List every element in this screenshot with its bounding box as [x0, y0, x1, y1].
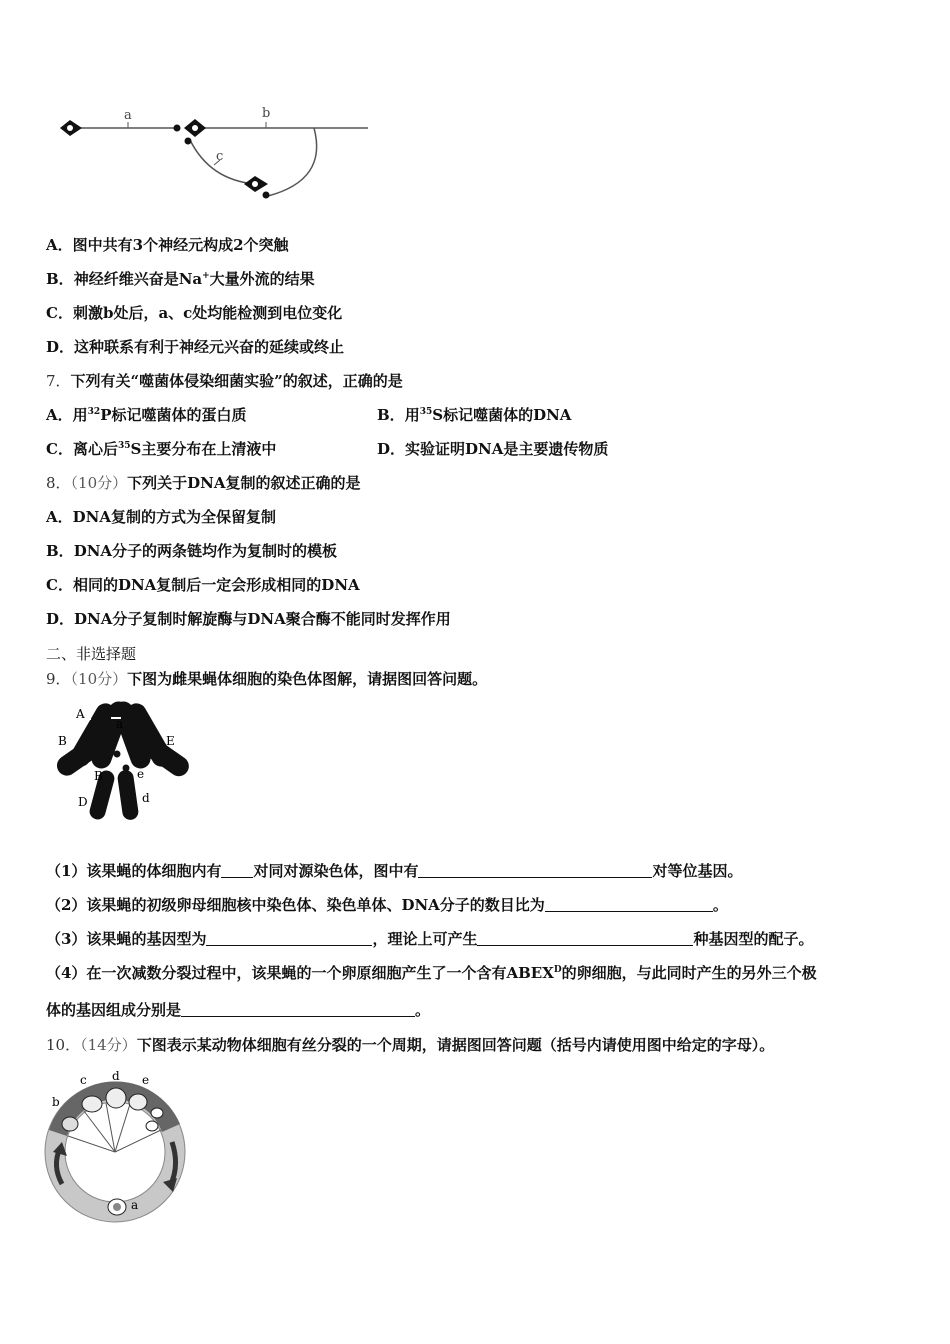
- chromo-label-B-lower: B: [94, 769, 103, 783]
- q8-option-a: A．DNA复制的方式为全保留复制: [46, 508, 276, 526]
- cycle-label-e: e: [142, 1073, 150, 1087]
- q9-sub-4-line-1: （4）在一次减数分裂过程中，该果蝇的一个卵原细胞产生了一个含有$ABEX^D$的卵细胞，与此同时产生的另外三个极: [46, 964, 817, 982]
- q8-option-d: D．DNA分子复制时解旋酶与DNA聚合酶不能同时发挥作用: [46, 610, 451, 628]
- q7-stem: 7．下列有关“噬菌体侵染细菌实验”的叙述，正确的是: [46, 372, 403, 390]
- chromo-label-E: E: [166, 734, 175, 748]
- chromo-label-e: e: [137, 767, 145, 781]
- chromo-label-A: A: [76, 707, 85, 721]
- cycle-label-b: b: [52, 1095, 60, 1109]
- q9-blank-genotype[interactable]: [206, 930, 372, 946]
- q9-blank-ratio[interactable]: [545, 896, 713, 912]
- q10-stem: 10．（14分）下图表示某动物体细胞有丝分裂的一个周期，请据图回答问题（括号内请使用图中给定的字母）。: [46, 1036, 775, 1054]
- q7-options-row-1: [46, 404, 906, 426]
- neuron-label-a: a: [124, 108, 132, 123]
- q7-options-row-2: [46, 438, 906, 460]
- q9-blank-homologous[interactable]: [221, 862, 253, 878]
- q9-blank-polar-bodies[interactable]: [181, 1001, 415, 1017]
- q8-option-c: C．相同的DNA复制后一定会形成相同的DNA: [46, 576, 360, 594]
- section-title-nonchoice: 二、非选择题: [46, 645, 137, 663]
- q9-sub-3: （3）该果蝇的基因型为 ，理论上可产生 种基因型的配子。: [46, 930, 814, 948]
- chromo-label-B-left: B: [58, 734, 67, 748]
- q9-sub-2: （2）该果蝇的初级卵母细胞核中染色体、染色单体、DNA分子的数目比为 。: [46, 896, 728, 914]
- q9-blank-alleles[interactable]: [418, 862, 652, 878]
- neuron-label-b: b: [262, 106, 271, 121]
- q7-option-c: C．离心后$^{35}$S主要分布在上清液中: [46, 440, 277, 458]
- q9-sub-1: （1）该果蝇的体细胞内有 对同对源染色体，图中有 对等位基因。: [46, 862, 743, 880]
- q7-option-a: A．用$^{32}$P标记噬菌体的蛋白质: [46, 406, 247, 424]
- cycle-label-a: a: [131, 1198, 139, 1212]
- q6-option-d: D．这种联系有利于神经元兴奋的延续或终止: [46, 338, 345, 356]
- q8-option-b: B．DNA分子的两条链均作为复制时的模板: [46, 542, 338, 560]
- neuron-label-c: c: [216, 149, 224, 164]
- chromo-label-D: D: [78, 795, 88, 809]
- chromosome-diagram: [48, 698, 198, 828]
- chromo-label-d: d: [142, 791, 150, 805]
- q8-stem: 8．（10分）下列关于DNA复制的叙述正确的是: [46, 474, 361, 492]
- neuron-diagram: [50, 100, 380, 205]
- q6-option-c: C．刺激b处后，a、c处均能检测到电位变化: [46, 304, 343, 322]
- chromo-label-a: a: [116, 717, 124, 731]
- q9-blank-gamete-types[interactable]: [477, 930, 693, 946]
- q7-option-d: D．实验证明DNA是主要遗传物质: [377, 440, 609, 458]
- q7-option-b: B．用$^{35}$S标记噬菌体的DNA: [377, 406, 572, 424]
- q9-sub-4-line-2: 体的基因组成分别是 。: [46, 1001, 431, 1019]
- cycle-label-c: c: [80, 1073, 87, 1087]
- cycle-label-d: d: [112, 1069, 120, 1083]
- cell-cycle-diagram: [42, 1066, 192, 1226]
- q6-option-b: B．神经纤维兴奋是Na+大量外流的结果: [46, 270, 315, 288]
- q9-stem: 9．（10分）下图为雌果蝇体细胞的染色体图解，请据图回答问题。: [46, 670, 488, 688]
- q6-option-a: A．图中共有3个神经元构成2个突触: [46, 236, 289, 254]
